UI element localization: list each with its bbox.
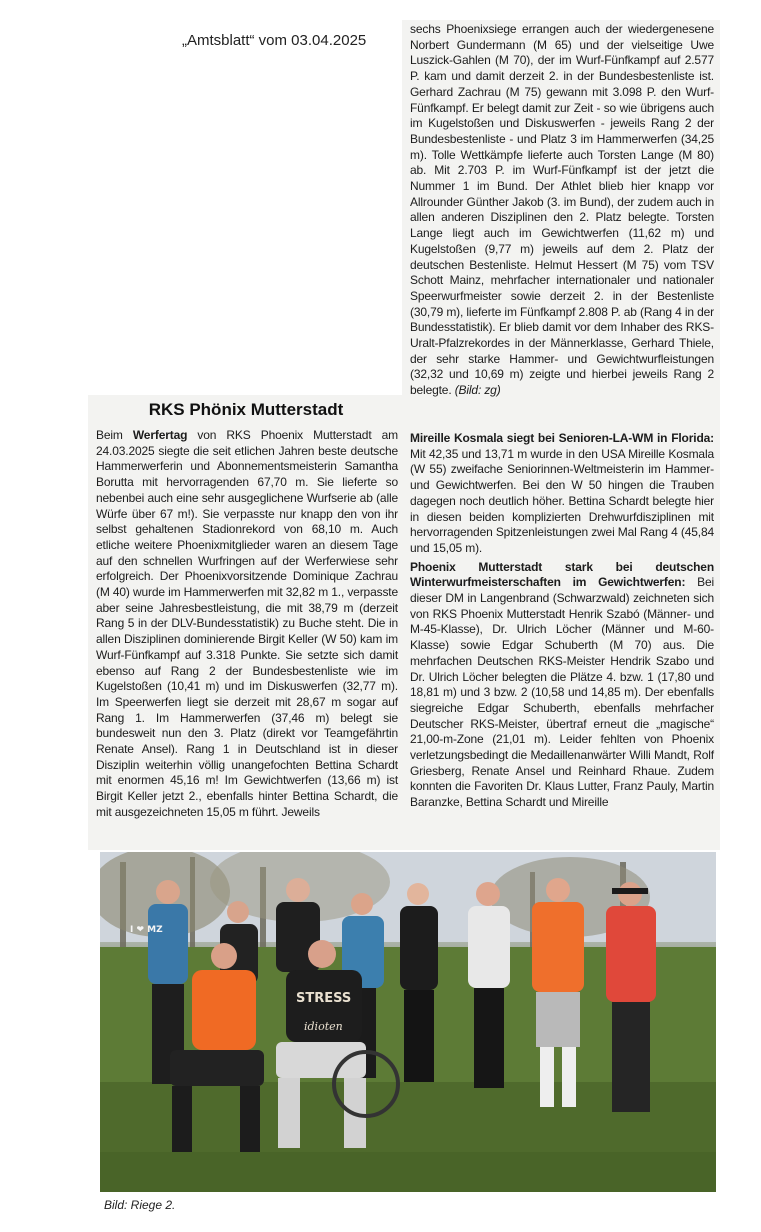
intro-bold: Werfertag bbox=[132, 428, 188, 442]
newspaper-source: „Amtsblatt“ vom 03.04.2025 bbox=[182, 32, 367, 49]
article-continuation bbox=[410, 22, 714, 399]
article-body-right bbox=[410, 431, 714, 811]
article-headline: RKS Phönix Mutterstadt bbox=[148, 400, 344, 419]
photo-caption: Bild: Riege 2. bbox=[104, 1198, 176, 1212]
shirt-text-idioten: idioten bbox=[304, 1020, 343, 1033]
shirt-text-stress: STRESS bbox=[296, 991, 352, 1006]
continuation-text: sechs Phoenixsiege errangen auch der wiedergenesene Norbert Gundermann (M 65) und der vielseitige Uwe Luszick-Gahlen (M 70), der im Wurf-Fünfkampf auf 2.577 P. kam und damit derzeit 2. in der Bundesbestenliste ist. Gerhard Zachrau (M 75) gewann mit 3.098 P. den Wurf-Fünfkampf. Er belegt damit zur Zeit - so wie übrigens auch im Kugelstoßen und Diskuswerfen - jeweils Rang 2 der Bundesbestenliste - und Platz 3 im Hammerwerfen (34,25 m). Tolle Wettkämpfe lieferte auch Torsten Lange (M 80) ab. Mit 2.703 P. im Wurf-Fünfkampf ist der jetzt die Nummer 1 im Bund. Der Athlet blieb hier knapp vor Allrounder Günther Jakob (3. im Bund), der zudem auch in allen anderen Disziplinen den 2. Platz belegte. Torsten Lange liegt auch im Gewichtwerfen (11,62 m) und Kugelstoßen (9,77 m) jeweils auf dem 2. Platz der deutschen Bestenliste. Helmut Hessert (M 75) vom TSV Schott Mainz, mehrfacher internationaler und nationaler Speerwurfmeister sowie derzeit 2. in der Bestenliste (30,79 m), lieferte im Fünfkampf 2.808 P. ab (Rang 4 in der Bundesstatistik). Er blieb damit vor dem Inhaber des RKS-Uralt-Pfalzrekordes in der Männerklasse, Gerhard Thiele, der sehr starke Hammer- und Gewichtwurfleistungen (32,32 und 10,69 m) zeigte und hierbei jeweils Rang 2 belegte. bbox=[410, 22, 714, 398]
section-text-kosmala: Mit 42,35 und 13,71 m wurde in den USA Mireille Kosmala (W 55) zweifache Seniorinnen-Weltmeisterin im Hammer- und Gewichtwerfen. Bei den W 50 hingen die Trauben dagegen noch deutlich höher. Bettina Schardt belegte hier in diesen beiden komplizierten Drehwurfdisziplinen mit hervorragenden Spitzenleistungen zwei Mal Rang 4 (45,84 und 15,05 m). bbox=[410, 446, 714, 555]
photo-credit-inline: (Bild: zg) bbox=[454, 383, 501, 398]
article-body-left bbox=[96, 428, 398, 821]
shirt-text-mz: I ❤ MZ bbox=[130, 925, 163, 935]
group-photo-illustration bbox=[100, 852, 716, 1192]
section-heading-winterwurf: Phoenix Mutterstadt stark bei deutschen Winterwurfmeisterschaften im Gewichtwerfen: bbox=[410, 559, 714, 590]
section-heading-kosmala: Mireille Kosmala siegt bei Senioren-LA-WM in Florida: bbox=[410, 431, 714, 445]
intro-text: Beim bbox=[96, 428, 133, 442]
section-text-winterwurf: Bei dieser DM in Langenbrand (Schwarzwald) zeichneten sich von RKS Phoenix Mutterstadt Henrik Szabó (Männer- und M-45-Klasse), Dr. Ulrich Löcher (Männer und M-60-Klasse) sowie Edgar Schuberth (M 70) aus. Die mehrfachen Deutschen RKS-Meister Hendrik Szabo und Dr. Ulrich Löcher belegten die Plätze 4. bzw. 1 (17,80 und 18,81 m) und 3 bzw. 2 (10,58 und 14,85 m). Der ebenfalls siegreiche Edgar Schuberth, ebenfalls mehrfacher Deutscher RKS-Meister, übertraf erneut die „magische“ 21,00-m-Zone (21,01 m). Leider fehlten von Phoenix verletzungsbedingt die Medaillenanwärter Willi Mandt, Rolf Griesberg, Renate Ansel und Reinhard Rhaue. Zudem konnten die Favoriten Dr. Klaus Lutter, Franz Pauly, Martin Baranzke, Bettina Schardt und Mireille bbox=[410, 575, 715, 810]
body-text-left: von RKS Phoenix Mutterstadt am 24.03.2025 siegte die seit etlichen Jahren beste deutsche Hammerwerferin und Abonnementsmeisterin Samantha Borutta mit hervorragenden 67,70 m. Sie lieferte so nebenbei auch eine sehr ausgeglichene Wurfserie ab (alle Würfe über 67 m!). Sie verpasste nur knapp den von ihr selbst gehaltenen Stadionrekord von 68,10 m. Auch etliche weitere Phoenixmitglieder waren an diesem Tage auf den schnellen Wurfringen auf der Werferwiese sehr erfolgreich. Der Phoenixvorsitzende Dominique Zachrau (M 40) wurde im Hammerwerfen mit 32,82 m 1., verpasste aber seine Jahresbestleistung, die mit 38,79 m (derzeit Rang 5 in der DLV-Bundesstatistik) zu Buche steht. Die in allen Disziplinen dominierende Birgit Keller (W 50) kam im Wurf-Fünfkampf auf 3.318 Punkte. Sie setzte sich damit ebenso auf Rang 2 der Bundesbestenliste wie im Kugelstoßen (10,41 m) und im Diskuswerfen (32,77 m). Im Speerwerfen liegt sie derzeit mit 28,67 m sogar auf Rang 1. Im Hammerwerfen (37,46 m) belegt sie bundesweit nun den 3. Platz (direkt vor Teamgefährtin Renate Ansel). Rang 1 in Deutschland ist in dieser Disziplin weiterhin völlig unangefochten Bettina Schardt mit enormen 45,16 m! Im Gewichtwerfen (13,66 m) ist Birgit Keller jetzt 2., ebenfalls hinter Bettina Schardt, die mit ausgezeichneten 15,05 m führt. Jeweils bbox=[96, 428, 398, 819]
group-photo bbox=[100, 852, 716, 1192]
